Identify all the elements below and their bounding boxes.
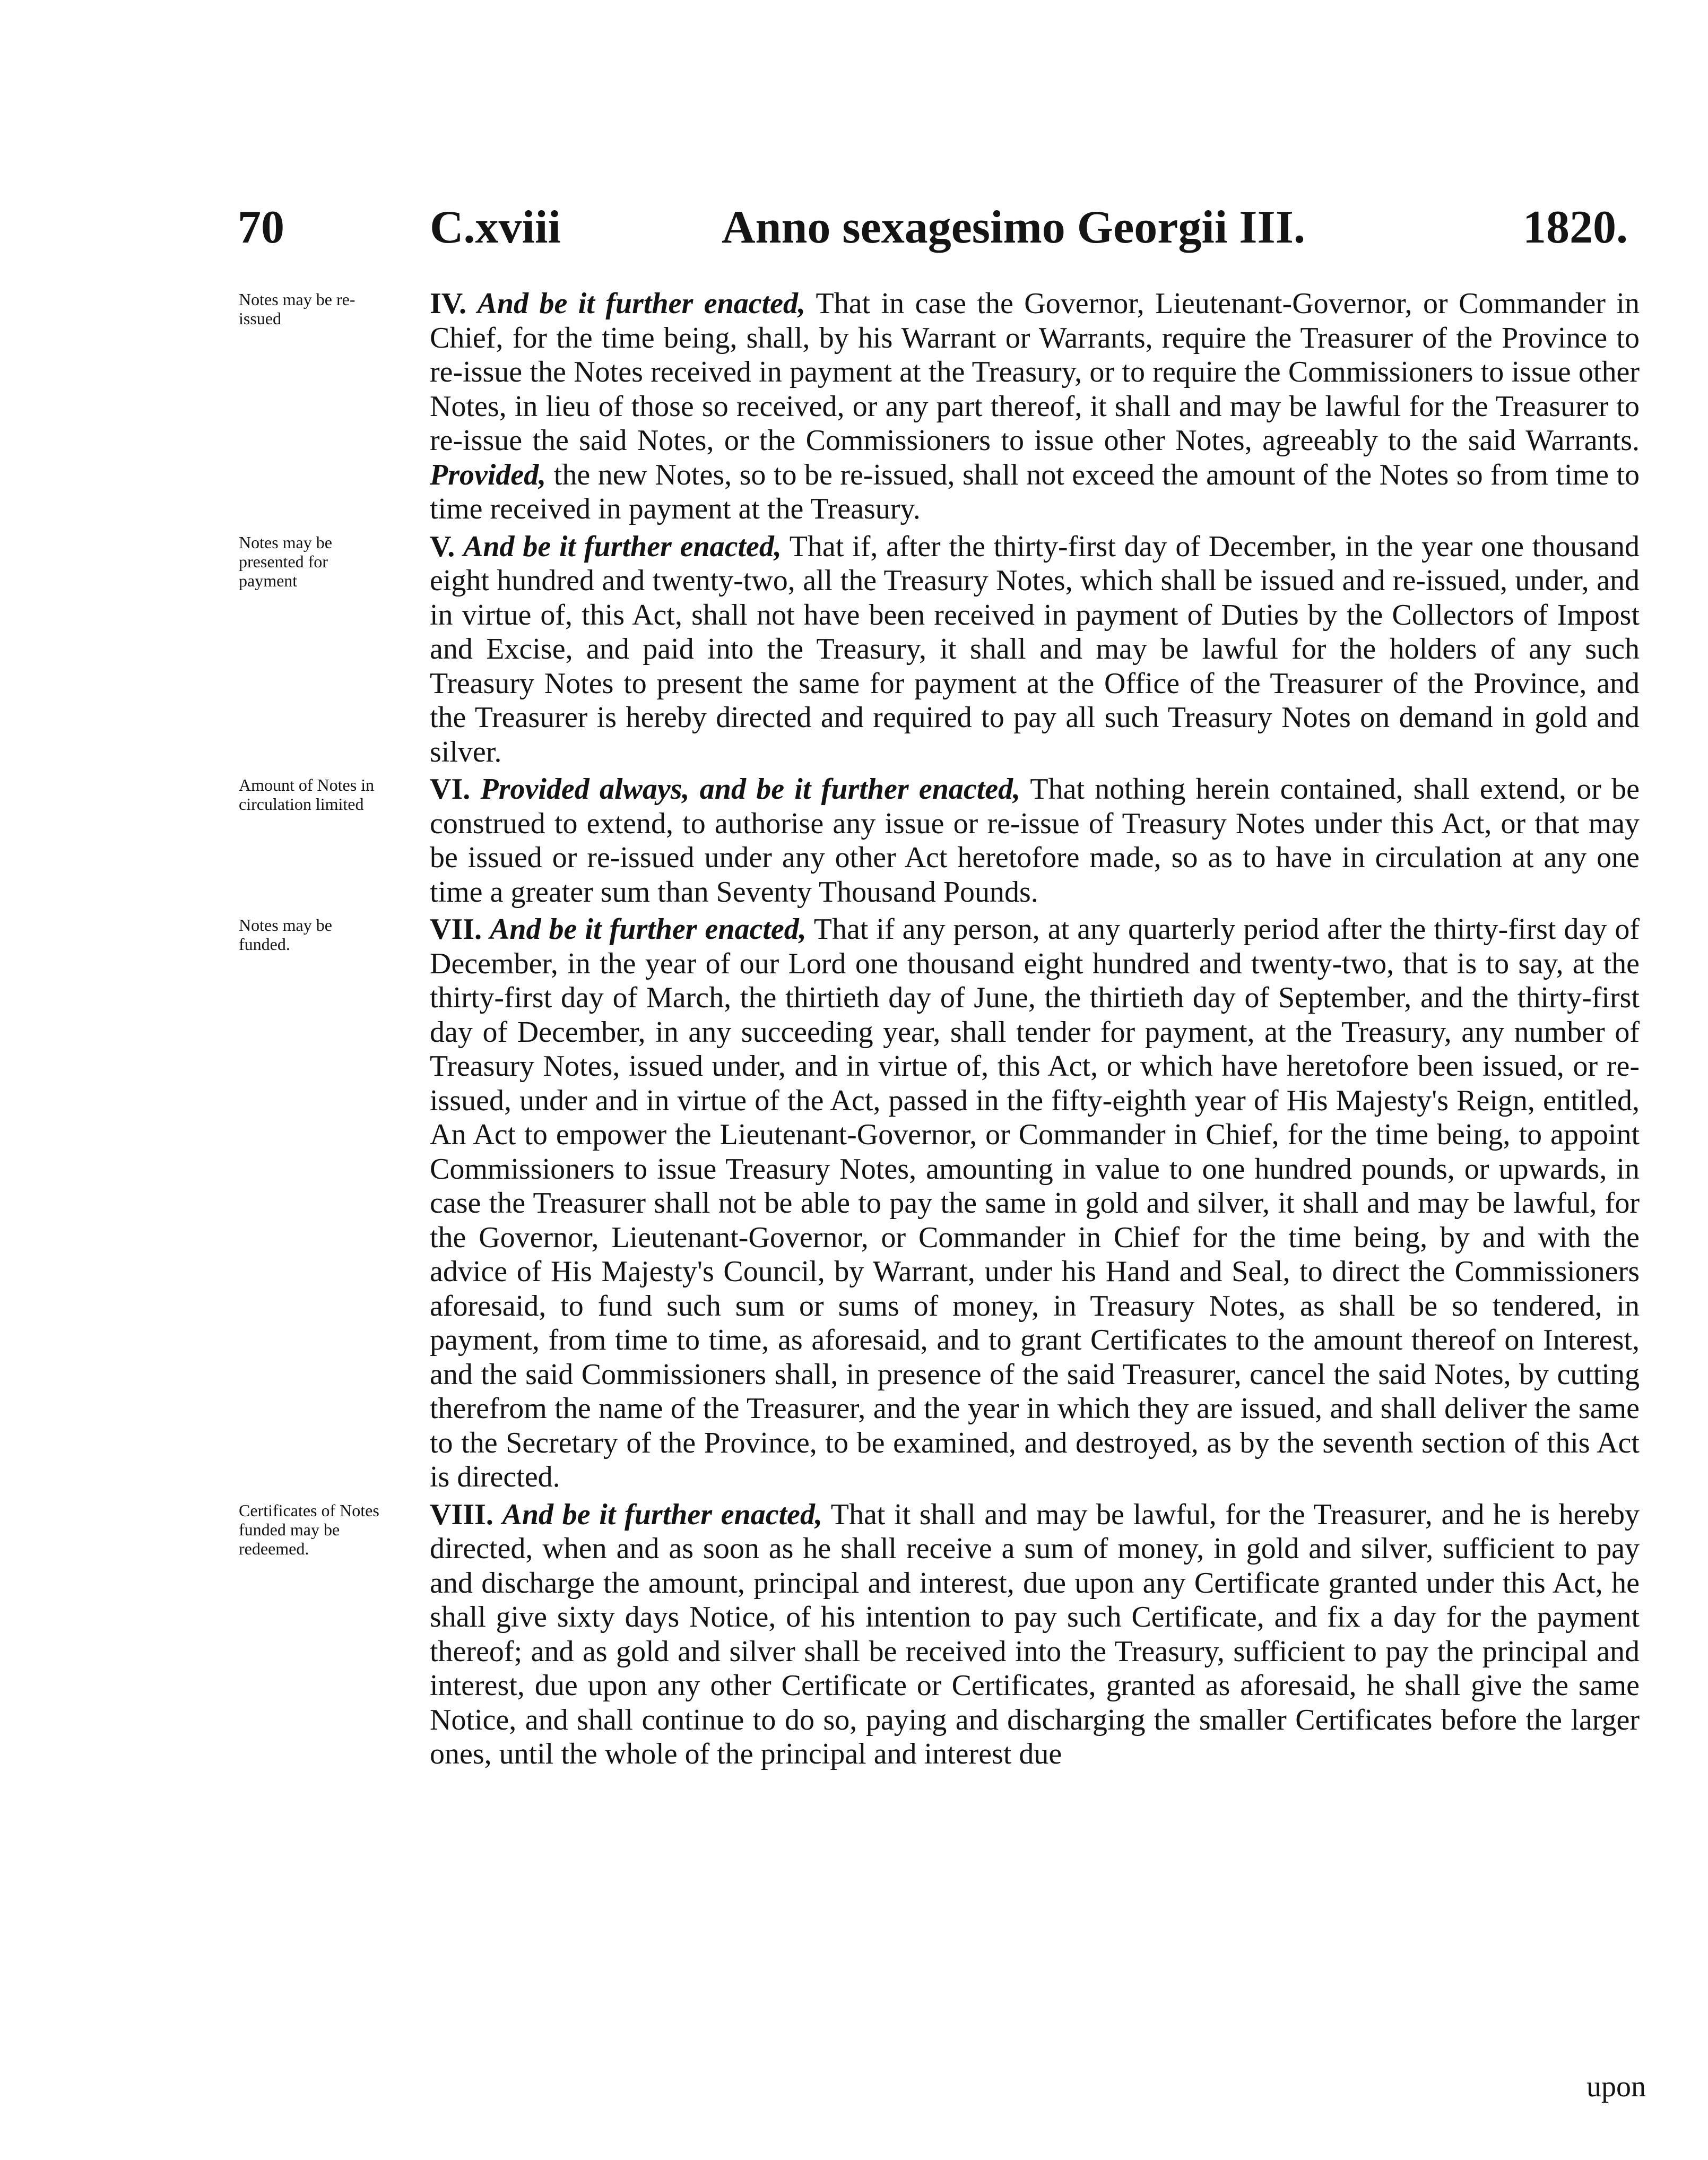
section-number: V.: [430, 530, 455, 563]
margin-note: Notes may be presented for payment: [239, 532, 332, 590]
section-body: That if, after the thirty-first day of December, in the year one thousand eight hundred and twenty-two, all the Treasury Notes, which shall be issued and re-issued, under, and in virtue of, this Act, shall not have been received in payment of Duties by the Collectors of Impost and Excise, and paid into the Treasury, it shall and may be lawful for the holders of any such Treasury Notes to present the same for payment at the Office of the Treasurer of the Province, and the Treasurer is hereby directed and required to pay all such Treasury Notes on demand in gold and silver.: [430, 530, 1640, 768]
section-iv: [239, 287, 1640, 526]
enacting-clause: Provided always, and be it further enacted,: [480, 773, 1021, 806]
enacting-clause: And be it further enacted,: [502, 1498, 823, 1531]
section-text: [430, 772, 1640, 909]
section-vii: [239, 912, 1640, 1494]
section-body: That if any person, at any quarterly period after the thirty-first day of December, in the year of our Lord one thousand eight hundred and twenty-two, that is to say, at the thirty-first day of March, the thirtieth day of June, the thirtieth day of September, and the thirty-first day of December, in any succeeding year, shall tender for payment, at the Treasury, any number of Treasury Notes, issued under, and in virtue of, this Act, or which have heretofore been issued, or re-issued, under and in virtue of the Act, passed in the fifty-eighth year of His Majesty's Reign, entitled, An Act to empower the Lieutenant-Governor, or Commander in Chief, for the time being, to appoint Commissioners to issue Treasury Notes, amounting in value to one hundred pounds, or upwards, in case the Treasurer shall not be able to pay the same in gold and silver, it shall and may be lawful, for the Governor, Lieutenant-Governor, or Commander in Chief for the time being, by and with the advice of His Majesty's Council, by Warrant, under his Hand and Seal, to direct the Commissioners aforesaid, to fund such sum or sums of money, in Treasury Notes, as shall be so tendered, in payment, from time to time, as aforesaid, and to grant Certificates to the amount thereof on Interest, and the said Commissioners shall, in presence of the said Treasurer, cancel the said Notes, by cutting therefrom the name of the Treasurer, and the year in which they are issued, and shall deliver the same to the Secretary of the Province, to be examined, and destroyed, as by the seventh section of this Act is directed.: [430, 913, 1640, 1493]
running-header: [0, 201, 1708, 264]
margin-note: Certificates of Notes funded may be redeemed.: [239, 1500, 379, 1558]
section-body: That nothing herein contained, shall extend, or be construed to extend, to authorise any issue or re-issue of Treasury Notes under this Act, or that may be issued or re-issued under any other Act heretofore made, so as to have in circulation at any one time a greater sum than Seventy Thousand Pounds.: [430, 773, 1640, 909]
section-number: VI.: [430, 773, 471, 806]
enacting-clause: And be it further enacted,: [463, 530, 782, 563]
section-number: IV.: [430, 287, 467, 320]
enacting-clause: And be it further enacted,: [490, 913, 807, 946]
section-body-continued: the new Notes, so to be re-issued, shall not exceed the amount of the Notes so from time to time received in payment at the Treasury.: [430, 458, 1640, 525]
enacting-clause: And be it further enacted,: [477, 287, 806, 320]
section-body: That in case the Governor, Lieutenant-Governor, or Commander in Chief, for the time being, shall, by his Warrant or Warrants, require the Treasurer of the Province to re-issue the Notes received in payment at the Treasury, or to require the Commissioners to issue other Notes, in lieu of those so received, or any part thereof, it shall and may be lawful for the Treasurer to re-issue the said Notes, or the Commissioners to issue other Notes, agreeably to the said Warrants.: [430, 287, 1640, 457]
section-text: [430, 1498, 1640, 1772]
section-vi: [239, 772, 1640, 909]
section-text: [430, 287, 1640, 526]
section-viii: [239, 1498, 1640, 1772]
section-text: [430, 530, 1640, 770]
proviso-clause: Provided,: [430, 458, 547, 491]
margin-note: Notes may be funded.: [239, 915, 332, 954]
page-number: 70: [238, 202, 284, 253]
header-title: Anno sexagesimo Georgii III.: [722, 202, 1305, 253]
margin-note: Notes may be re-issued: [239, 290, 356, 328]
section-v: [239, 530, 1640, 770]
section-number: VII.: [430, 913, 482, 946]
page-body: [0, 287, 1708, 1775]
margin-note: Amount of Notes in circulation limited: [239, 775, 375, 814]
header-year: 1820.: [1523, 202, 1628, 253]
section-body: That it shall and may be lawful, for the Treasurer, and he is hereby directed, when and as soon as he shall receive a sum of money, in gold and silver, sufficient to pay and discharge the amount, principal and interest, due upon any Certificate granted under this Act, he shall give sixty days Notice, of his intention to pay such Certificate, and fix a day for the payment thereof; and as gold and silver shall be received into the Treasury, sufficient to pay the principal and interest, due upon any other Certificate or Certificates, granted as aforesaid, he shall give the same Notice, and shall continue to do so, paying and discharging the smaller Certificates before the larger ones, until the whole of the principal and interest due: [430, 1498, 1640, 1770]
catchword: upon: [1586, 2070, 1646, 2103]
section-number: VIII.: [430, 1498, 493, 1531]
chapter-number: C.xviii: [430, 202, 561, 253]
section-text: [430, 912, 1640, 1494]
